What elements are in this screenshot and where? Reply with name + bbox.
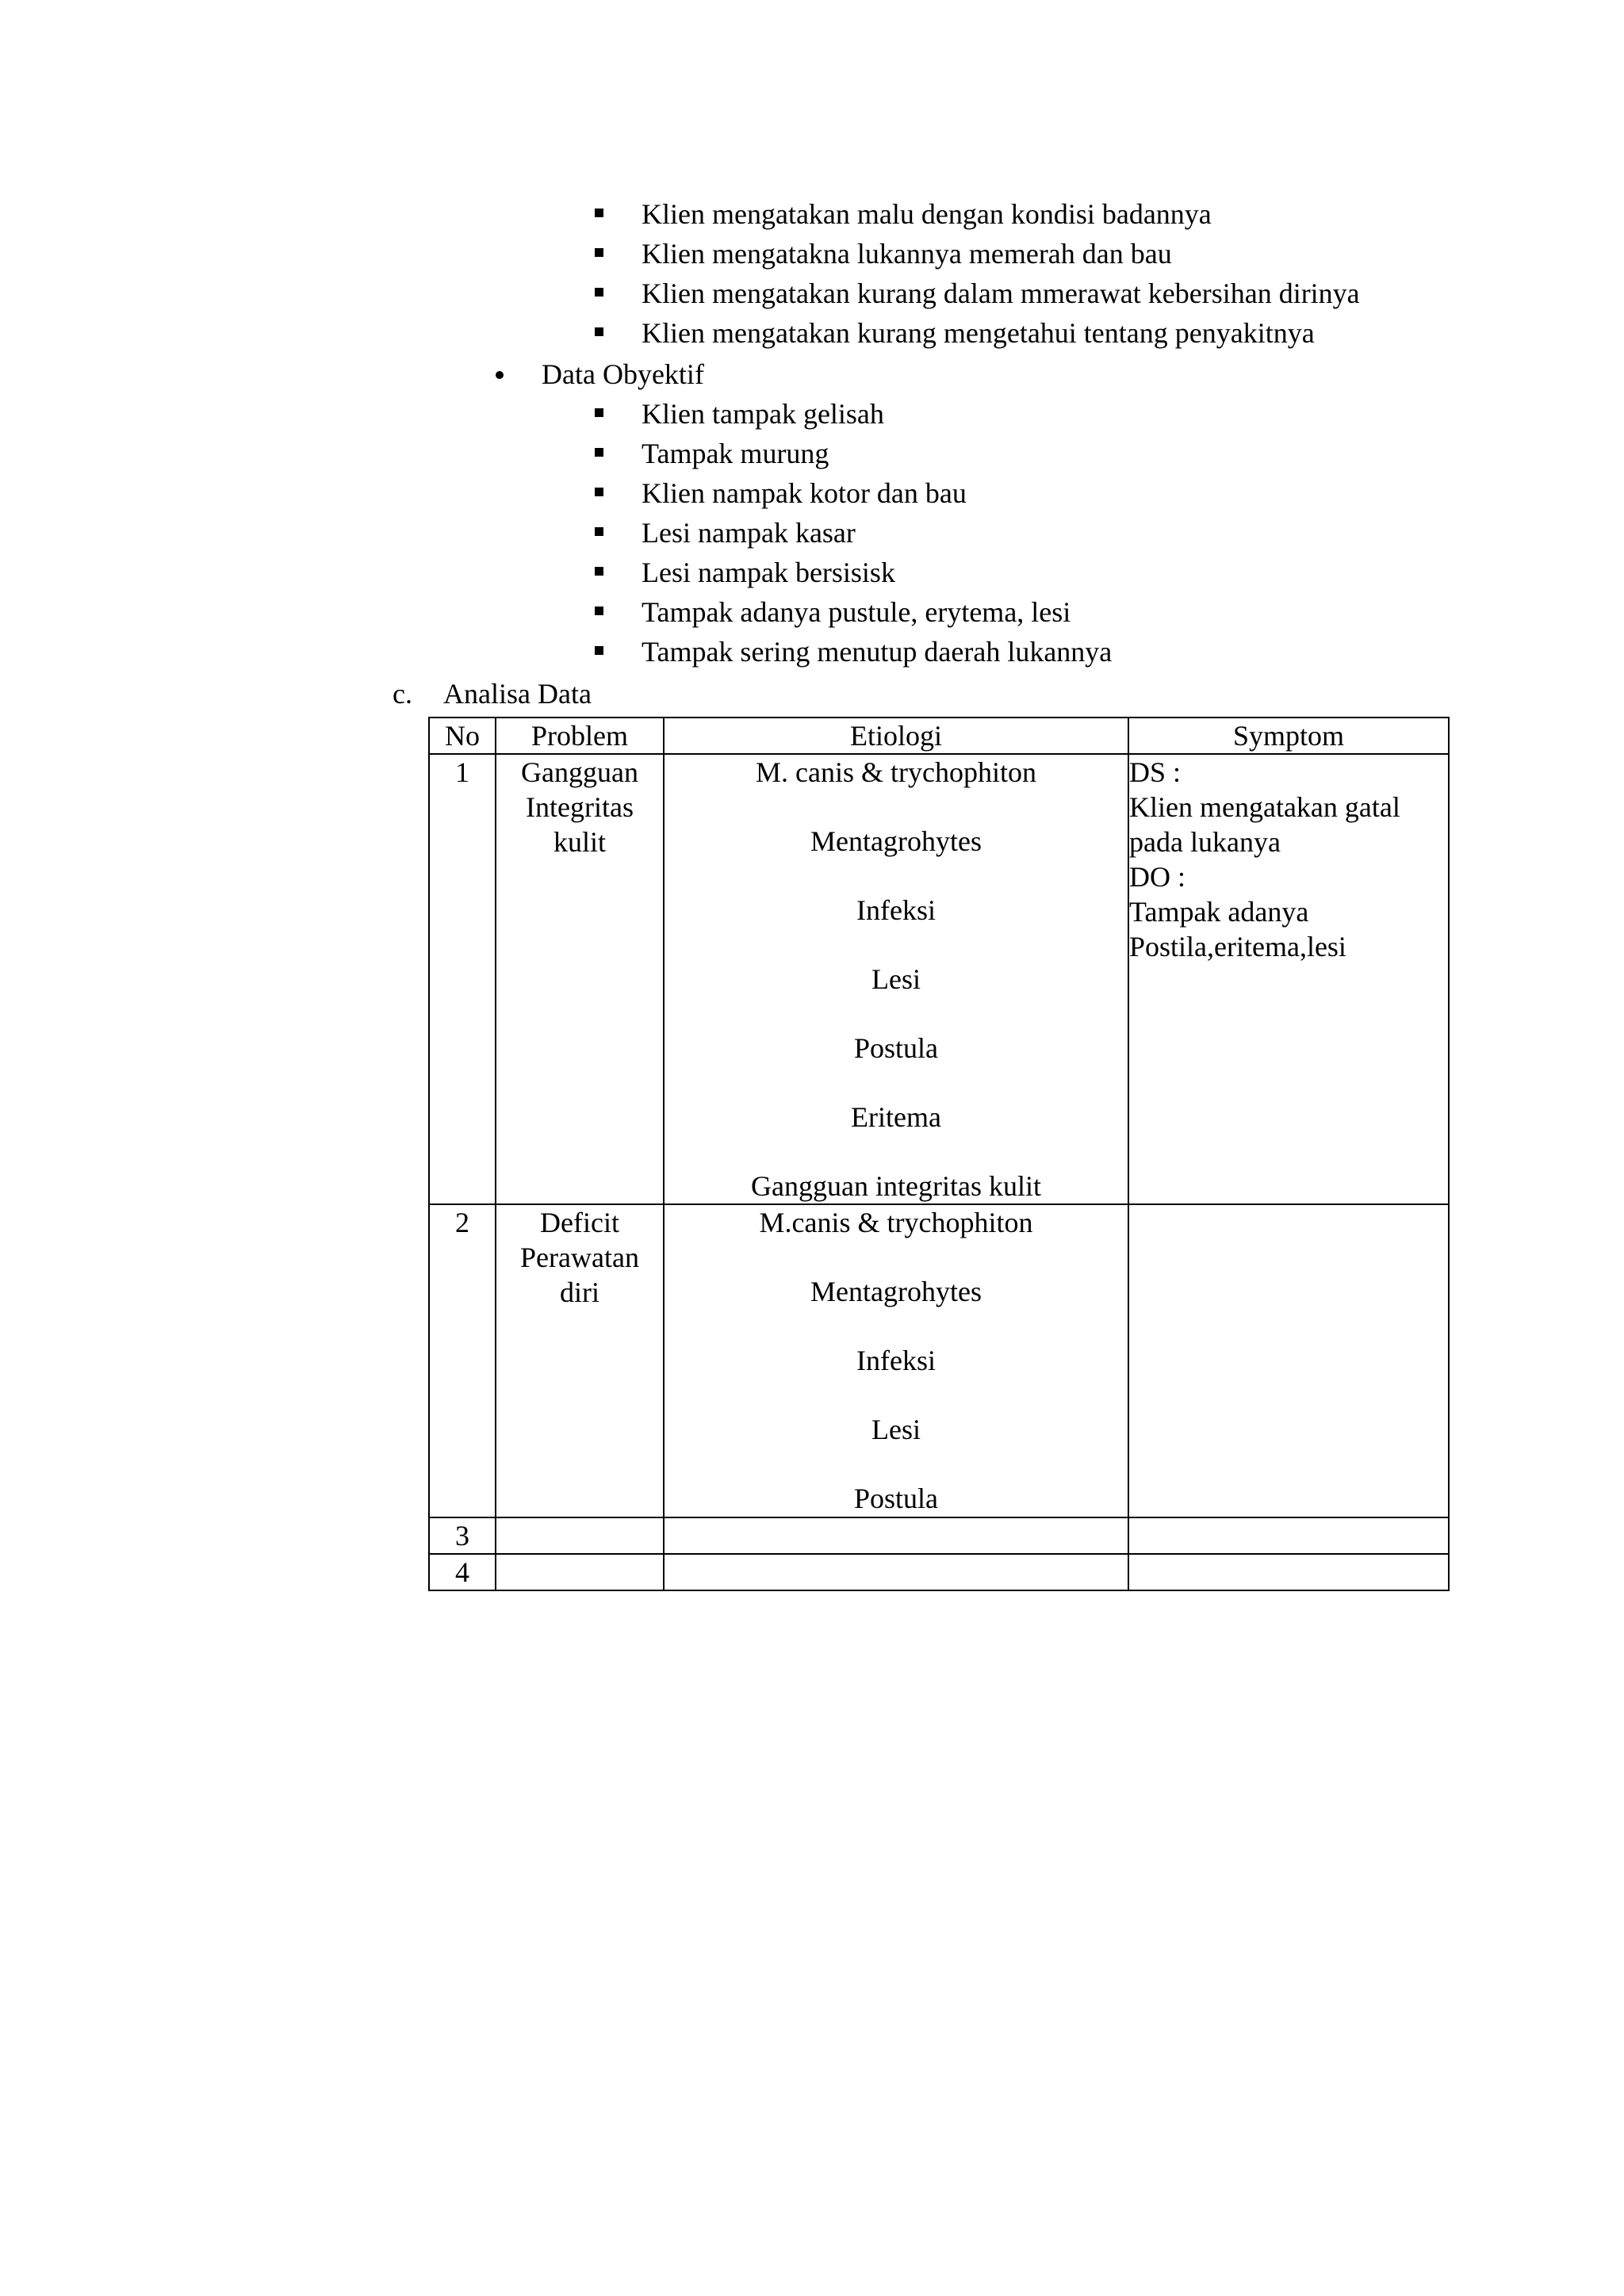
header-no: No <box>429 718 496 754</box>
list-item: Klien mengatakan kurang dalam mmerawat kebersihan dirinya <box>591 274 1360 313</box>
list-item: Klien nampak kotor dan bau <box>591 473 1112 513</box>
problem-cell <box>496 1554 664 1590</box>
section-heading <box>393 674 592 714</box>
square-bullet-icon <box>595 408 603 417</box>
etiologi-cell <box>664 1517 1128 1554</box>
list-item: Lesi nampak bersisisk <box>591 553 1112 592</box>
symptom-cell <box>1128 1517 1449 1554</box>
list-item: Tampak murung <box>591 434 1112 473</box>
header-problem: Problem <box>496 718 664 754</box>
section-title: Analisa Data <box>443 678 592 710</box>
table-header-row <box>429 718 1449 754</box>
section-letter: c. <box>393 678 412 710</box>
list-item: Tampak sering menutup daerah lukannya <box>591 632 1112 672</box>
square-bullet-icon <box>595 567 603 576</box>
square-bullet-icon <box>595 209 603 217</box>
row-number: 1 <box>429 754 496 1204</box>
etiologi-cell: M. canis & trychophiton Mentagrohytes Infeksi Lesi Postula Eritema Gangguan integritas kulit <box>664 754 1128 1204</box>
list-item: Tampak adanya pustule, erytema, lesi <box>591 592 1112 632</box>
analysis-table <box>428 717 1450 1591</box>
table-row <box>429 1554 1449 1590</box>
list-item: Klien mengatakan malu dengan kondisi badannya <box>591 194 1360 234</box>
square-bullet-icon <box>595 488 603 496</box>
etiologi-cell: M.canis & trychophiton Mentagrohytes Infeksi Lesi Postula <box>664 1204 1128 1517</box>
table-row <box>429 754 1449 1204</box>
symptom-cell <box>1128 1204 1449 1517</box>
symptom-cell <box>1128 1554 1449 1590</box>
row-number: 3 <box>429 1517 496 1554</box>
square-bullet-icon <box>595 448 603 457</box>
square-bullet-icon <box>595 646 603 655</box>
problem-cell <box>496 1517 664 1554</box>
objective-data-list <box>591 394 1112 672</box>
etiologi-cell <box>664 1554 1128 1590</box>
symptom-cell: DS : Klien mengatakan gatal pada lukanya DO : Tampak adanya Postila,eritema,lesi <box>1128 754 1449 1204</box>
square-bullet-icon <box>595 327 603 336</box>
square-bullet-icon <box>595 288 603 297</box>
subjective-data-list <box>591 194 1360 353</box>
problem-cell: Deficit Perawatan diri <box>496 1204 664 1517</box>
table-row <box>429 1204 1449 1517</box>
row-number: 4 <box>429 1554 496 1590</box>
row-number: 2 <box>429 1204 496 1517</box>
square-bullet-icon <box>595 527 603 536</box>
list-item: Lesi nampak kasar <box>591 513 1112 553</box>
list-item: Klien tampak gelisah <box>591 394 1112 434</box>
square-bullet-icon <box>595 248 603 257</box>
list-item: Klien mengatakna lukannya memerah dan bau <box>591 234 1360 274</box>
problem-cell: Gangguan Integritas kulit <box>496 754 664 1204</box>
table-row <box>429 1517 1449 1554</box>
square-bullet-icon <box>595 607 603 615</box>
header-symptom: Symptom <box>1128 718 1449 754</box>
header-etiologi: Etiologi <box>664 718 1128 754</box>
objective-data-heading: Data Obyektif <box>492 354 704 394</box>
round-bullet-icon <box>496 371 504 379</box>
list-item: Klien mengatakan kurang mengetahui tentang penyakitnya <box>591 313 1360 353</box>
